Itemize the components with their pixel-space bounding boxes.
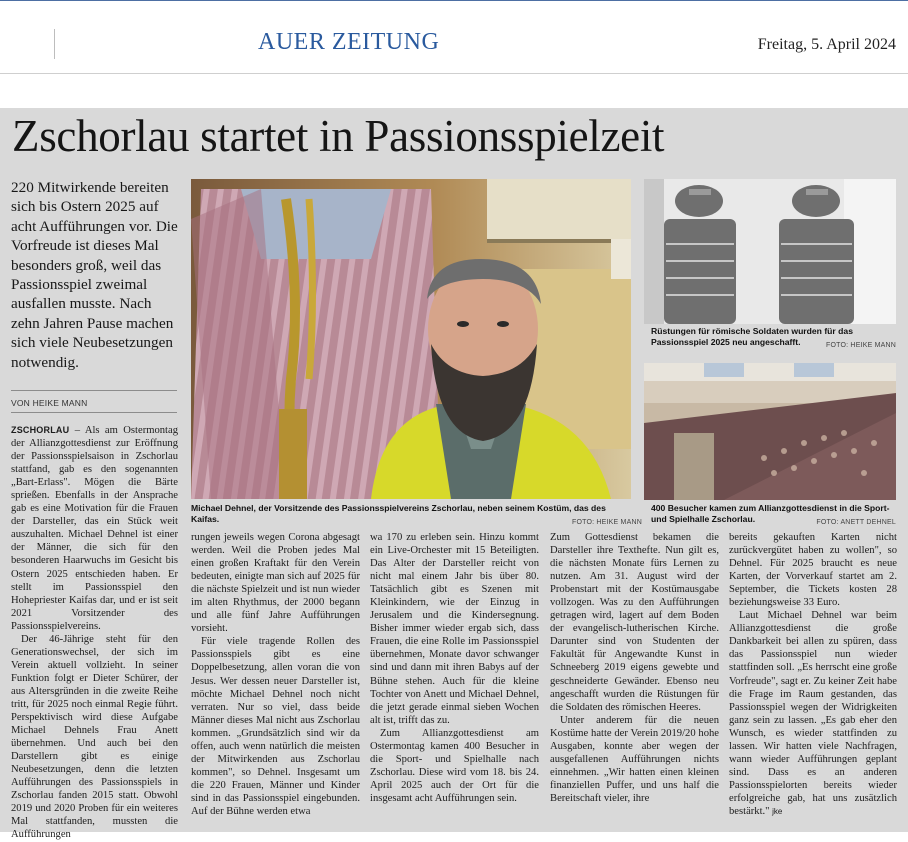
column-3-paragraph-1: wa 170 zu erleben sein. Hinzu kommt ein Live-Orchester mit 15 Beteiligten. Das Alter der Darsteller reicht von nicht mal einem Jahr bis über 80. Tatsächlich gibt es Szenen mit Kleinkindern, wie der Einzug in Jerusalem und die Kindersegnung. Bisher immer wieder ergab sich, dass Frauen, die eine Rolle im Passionsspiel übernehmen, Monate davor schwanger sind und dann mit ihren Babys auf der Bühne stehen. Auch für die kleine Tochter von Anett und Michael Dehnel, die jetzt gerade einmal sieben Wochen alt ist, trifft das zu.: [370, 532, 539, 726]
byline-rule-top: [11, 390, 177, 391]
column-3-paragraph-2: Zum Allianzgottesdienst am Ostermontag kamen 400 Besucher in die Sport- und Spielhalle nach Zschorlau. Diese wird vom 18. bis 24. April 2025 auch der Ort für die insgesamt acht Aufführungen sein.: [370, 727, 539, 804]
column-4-paragraph-1: Zum Gottesdienst bekamen die Darsteller ihre Texthefte. Nun gilt es, die nächsten Monate fürs Lernen zu nutzen. Am 31. August wird der Probenstart mit der Kostümausgabe vollzogen. Was zu den Aufführungen getragen wird, lagert auf dem Boden der evangelisch-lutherischen Kirche. Darunter sind von Studenten der Fakultät für Angewandte Kunst in Schneeberg 2019 eigens gewebte und geschneiderte Gewänder. Ebenso neu angeschafft wurden die Rüstungen für die Soldaten des römischen Heeres.: [550, 532, 719, 713]
caption-sports-hall: 400 Besucher kamen zum Allianzgottesdienst in die Sport- und Spielhalle Zschorlau.: [651, 503, 890, 524]
caption-main-photo: Michael Dehnel, der Vorsitzende des Passionsspielvereins Zschorlau, neben seinem Kostüm, das des Kaifas.: [191, 503, 606, 524]
article-teaser: 220 Mitwirkende bereiten sich bis Ostern 2025 auf acht Aufführungen vor. Die Vorfreude ist dieses Mal besonders groß, weil das Passionsspiel zweimal ausfallen musste. Nach zehn Jahren Pause machen sich viele Neubesetzungen notwendig.: [11, 179, 178, 371]
caption-roman-armor: Rüstungen für römische Soldaten wurden für das Passionsspiel 2025 neu angeschafft.: [651, 326, 853, 347]
credit-roman-armor: FOTO: HEIKE MANN: [826, 342, 896, 349]
dateline: ZSCHORLAU: [11, 425, 70, 435]
masthead-divider: [54, 29, 55, 59]
article-column-5: [729, 531, 897, 829]
photo-sports-hall: [644, 363, 896, 500]
byline-rule-bottom: [11, 412, 177, 413]
article-column-3: [370, 531, 539, 829]
column-1-paragraph-2: Der 46-Jährige steht für den Generationswechsel, der sich im Verein aktuell vollzieht. In seiner Funktion folgt er Dieter Schürer, der aus Altersgründen in die zweite Reihe tritt, für 2025 noch einmal Regie führt. Perspektivisch wird diese Aufgabe Michael Dehnels Frau Anett übernehmen. Und auch bei den Darstellern gibt es einige Neubesetzungen, denn die letzten Aufführungen des Passionsspiels in Zschorlau fanden 2015 statt. Obwohl 2019 und 2020 Proben für ein weiteres Mal stattfanden, mussten die Aufführungen: [11, 633, 178, 841]
credit-sports-hall: FOTO: ANETT DEHNEL: [816, 519, 896, 526]
article-column-1: [11, 424, 178, 841]
masthead: [0, 0, 908, 74]
photo-michael-dehnel: [191, 179, 631, 499]
article-headline: Zschorlau startet in Passionsspielzeit: [12, 111, 665, 161]
newspaper-page: [0, 108, 908, 841]
hall-illustration: [644, 363, 896, 500]
article-column-2: [191, 531, 360, 829]
newspaper-title: AUER ZEITUNG: [258, 29, 440, 55]
issue-date: Freitag, 5. April 2024: [757, 36, 896, 53]
column-4-paragraph-2: Unter anderem für die neuen Kostüme hatte der Verein 2019/20 hohe Ausgaben, konnte aber wegen der ausgefallenen Aufführungen nichts einnehmen. „Wir hatten einen kleinen finanziellen Puffer, und uns half die Bereitschaft vieler, ihre: [550, 714, 719, 804]
column-2-paragraph-1: rungen jeweils wegen Corona abgesagt werden. Weil die Proben jedes Mal einen großen Kraftakt für den Verein bedeuten, einigte man sich auf 2025 für die nächste Spielzeit und ist nun wieder im alten Rhythmus, der 2000 begann und alle fünf Jahre Aufführungen vorsieht.: [191, 532, 360, 635]
column-5-paragraph-1: bereits gekauften Karten nicht zurückvergütet haben zu wollen", so Dehnel. Für 2025 braucht es neue Karten, der Vorverkauf startet am 2. September, die Tickets kosten 28 beziehungsweise 33 Euro.: [729, 532, 897, 609]
author-initials: jke: [772, 806, 783, 816]
credit-main-photo: FOTO: HEIKE MANN: [572, 519, 642, 526]
photo-roman-armor: [644, 179, 896, 324]
article-byline: VON HEIKE MANN: [11, 398, 88, 408]
column-2-paragraph-2: Für viele tragende Rollen des Passionsspiels gibt es eine Doppelbesetzung, allen voran die von Jesus. Wer dessen neuer Darsteller ist, möchte Michael Dehnel noch nicht verraten. Nur so viel, dass beide Männer dieses Mal nicht aus Zschorlau kommen. „Grundsätzlich sind wir da offen, auch wenn natürlich die meisten der Mitwirkenden aus Zschorlau kommen", so Dehnel. Insgesamt um die 220 Frauen, Männer und Kinder sind in das Passionsspiel eingebunden. Auf der Bühne werden etwa: [191, 636, 360, 817]
column-1-paragraph-1: – Als am Ostermontag der Allianzgottesdienst zur Eröffnung der Passionsspielsaison in Zschorlau stattfand, gab es den sogenannten „Bart-Erlass". Mögen die Bärte sprießen. Ebenfalls in der Ansprache gab es eine Motivation für die Frauen der Darsteller, das ein Stück weit auszuhalten. Michael Dehnel ist einer der Männer, die sich für den besonderen Haarwuchs im Gesicht bis Ostern 2025 entschieden haben. Er stellt im Passionsspiel den Hohepriester Kaifas dar, und er ist seit 2021 Vorsitzender des Passionsspielvereins.: [11, 425, 178, 632]
column-5-paragraph-2: Laut Michael Dehnel war beim Allianzgottesdienst die große Dankbarkeit bei allen zu spüren, dass das Passionsspiel nun wieder stattfinden soll. „Es herrscht eine große Vorfreude", sagt er. Zu keiner Zeit habe die Frage im Raum gestanden, das Passionsspiel wegen der Widrigkeiten ganz sein zu lassen. „Es gab eher den Wunsch, es wieder stattfinden zu lassen. Wir hatten viele Nachfragen, wann wieder Aufführungen geplant sind. Dass es an anderen Passionsspielorten bereits wieder erfolgreiche gab, hat uns zusätzlich bestärkt.": [729, 610, 897, 817]
armor-illustration: [644, 179, 896, 324]
article-column-4: [550, 531, 719, 829]
portrait-illustration: [191, 179, 631, 499]
